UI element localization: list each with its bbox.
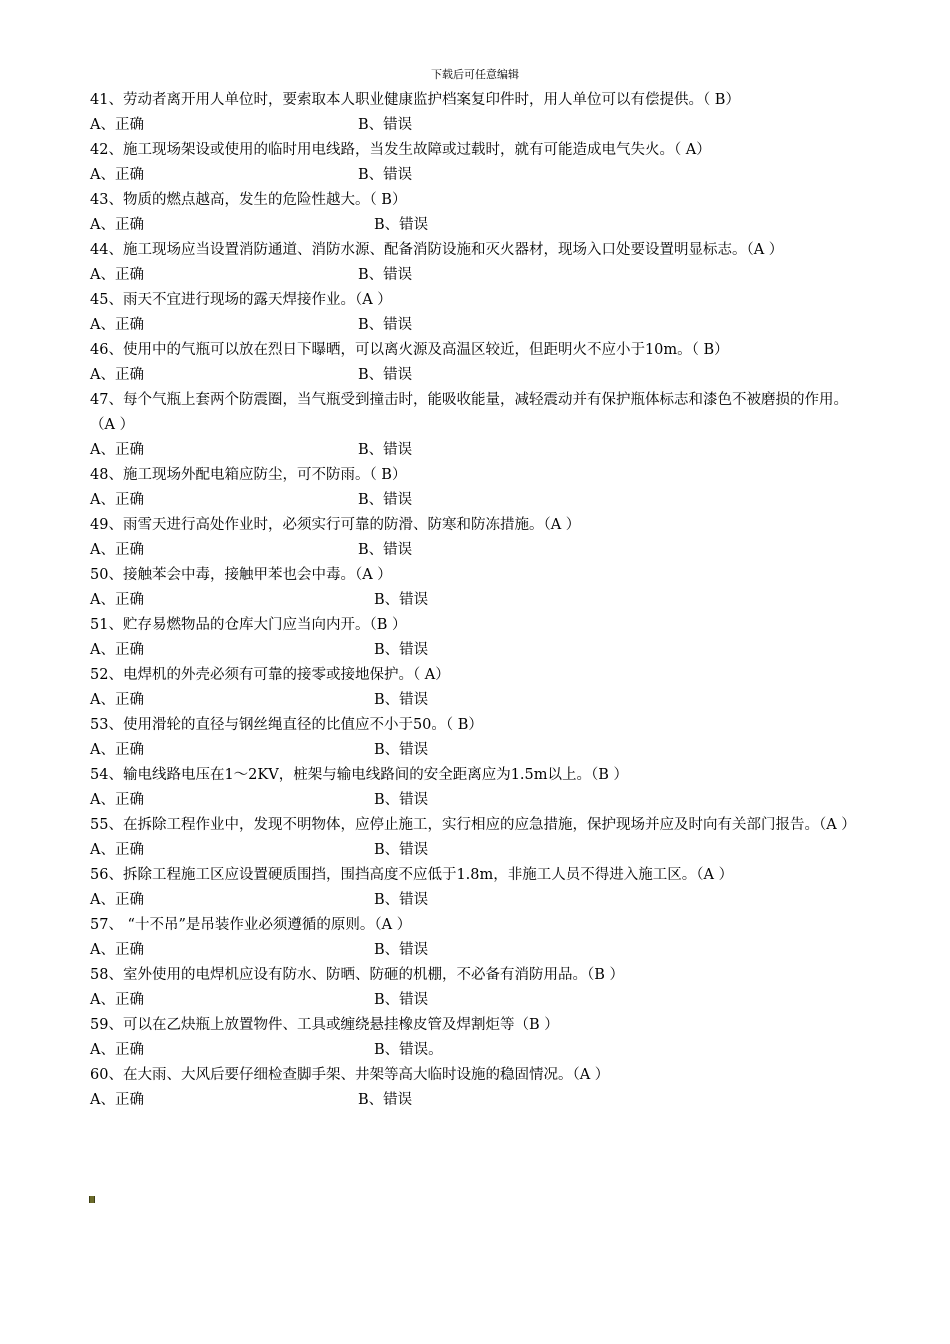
question-item <box>90 563 850 613</box>
option-b: B、错误 <box>374 992 429 1008</box>
question-item <box>90 713 850 763</box>
question-text: 41、劳动者离开用人单位时，要索取本人职业健康监护档案复印件时，用人单位可以有偿提供。（ B） <box>90 92 740 108</box>
option-a: A、正确 <box>90 492 144 508</box>
question-item <box>90 138 850 188</box>
option-b: B、错误 <box>374 942 429 958</box>
answer-options <box>90 163 850 188</box>
option-b: B、错误 <box>358 267 413 283</box>
option-b: B、错误 <box>358 367 413 383</box>
option-b: B、错误 <box>358 542 413 558</box>
option-a: A、正确 <box>90 367 144 383</box>
page-header: 下载后可任意编辑 <box>431 68 519 81</box>
question-text: 49、雨雪天进行高处作业时，必须实行可靠的防滑、防寒和防冻措施。（A ） <box>90 517 581 533</box>
question-text: 57、 “十不吊”是吊装作业必须遵循的原则。（A ） <box>90 917 412 933</box>
question-text: 52、电焊机的外壳必须有可靠的接零或接地保护。（ A） <box>90 667 450 683</box>
option-a: A、正确 <box>90 992 144 1008</box>
option-a: A、正确 <box>90 217 144 233</box>
answer-options <box>90 738 850 763</box>
question-item <box>90 913 850 963</box>
option-a: A、正确 <box>90 892 144 908</box>
option-a: A、正确 <box>90 167 144 183</box>
question-item <box>90 513 850 563</box>
question-item <box>90 463 850 513</box>
option-a: A、正确 <box>90 542 144 558</box>
option-b: B、错误 <box>374 642 429 658</box>
answer-options <box>90 488 850 513</box>
question-text: 60、在大雨、大风后要仔细检查脚手架、井架等高大临时设施的稳固情况。（A ） <box>90 1067 610 1083</box>
answer-options <box>90 938 850 963</box>
question-item <box>90 388 850 463</box>
question-item <box>90 663 850 713</box>
option-a: A、正确 <box>90 117 144 133</box>
answer-options <box>90 263 850 288</box>
question-item <box>90 1013 850 1063</box>
answer-options <box>90 1038 850 1063</box>
answer-options <box>90 1088 850 1113</box>
option-b: B、错误 <box>358 117 413 133</box>
option-b: B、错误 <box>374 692 429 708</box>
question-text: 58、室外使用的电焊机应设有防水、防晒、防砸的机棚，不必备有消防用品。（B ） <box>90 967 624 983</box>
option-a: A、正确 <box>90 1042 144 1058</box>
page-corner-mark-icon <box>89 1196 95 1203</box>
option-a: A、正确 <box>90 742 144 758</box>
answer-options <box>90 788 850 813</box>
option-a: A、正确 <box>90 1092 144 1108</box>
option-a: A、正确 <box>90 942 144 958</box>
option-b: B、错误 <box>374 792 429 808</box>
answer-options <box>90 363 850 388</box>
answer-options <box>90 313 850 338</box>
question-text: 45、雨天不宜进行现场的露天焊接作业。（A ） <box>90 292 392 308</box>
option-a: A、正确 <box>90 792 144 808</box>
question-item <box>90 813 856 863</box>
question-text: 47、每个气瓶上套两个防震圈，当气瓶受到撞击时，能吸收能量，减轻震动并有保护瓶体标志和漆色不被磨损的作用。（A ） <box>90 392 848 433</box>
option-a: A、正确 <box>90 642 144 658</box>
question-item <box>90 863 850 913</box>
question-text: 46、使用中的气瓶可以放在烈日下曝晒，可以离火源及高温区较近，但距明火不应小于10m。（ B） <box>90 342 729 358</box>
option-a: A、正确 <box>90 267 144 283</box>
question-item <box>90 288 850 338</box>
question-item <box>90 763 850 813</box>
question-text: 53、使用滑轮的直径与钢丝绳直径的比值应不小于50。（ B） <box>90 717 483 733</box>
answer-options <box>90 438 850 463</box>
answer-options <box>90 213 850 238</box>
option-b: B、错误 <box>374 217 429 233</box>
question-item <box>90 1063 850 1113</box>
question-text: 51、贮存易燃物品的仓库大门应当向内开。（B ） <box>90 617 407 633</box>
question-item <box>90 88 850 138</box>
question-text: 44、施工现场应当设置消防通道、消防水源、配备消防设施和灭火器材，现场入口处要设置明显标志。（A ） <box>90 242 784 258</box>
answer-options <box>90 113 850 138</box>
option-b: B、错误 <box>374 892 429 908</box>
option-b: B、错误 <box>374 742 429 758</box>
option-a: A、正确 <box>90 592 144 608</box>
question-item <box>90 338 850 388</box>
question-text: 50、接触苯会中毒，接触甲苯也会中毒。（A ） <box>90 567 392 583</box>
option-a: A、正确 <box>90 317 144 333</box>
answer-options <box>90 588 850 613</box>
question-text: 48、施工现场外配电箱应防尘，可不防雨。（ B） <box>90 467 407 483</box>
answer-options <box>90 688 850 713</box>
answer-options <box>90 988 850 1013</box>
question-list <box>90 88 856 1113</box>
answer-options <box>90 538 850 563</box>
option-a: A、正确 <box>90 692 144 708</box>
question-text: 43、物质的燃点越高，发生的危险性越大。（ B） <box>90 192 407 208</box>
question-item <box>90 613 850 663</box>
question-item <box>90 238 850 288</box>
option-b: B、错误。 <box>374 1042 443 1058</box>
option-a: A、正确 <box>90 442 144 458</box>
question-text: 56、拆除工程施工区应设置硬质围挡，围挡高度不应低于1.8m，非施工人员不得进入施工区。（A ） <box>90 867 734 883</box>
option-b: B、错误 <box>358 1092 413 1108</box>
question-text: 42、施工现场架设或使用的临时用电线路，当发生故障或过载时，就有可能造成电气失火。（ A） <box>90 142 711 158</box>
question-text: 59、可以在乙炔瓶上放置物件、工具或缠绕悬挂橡皮管及焊割炬等（B ） <box>90 1017 559 1033</box>
option-a: A、正确 <box>90 842 144 858</box>
option-b: B、错误 <box>374 842 429 858</box>
question-text: 54、输电线路电压在1～2KV，桩架与输电线路间的安全距离应为1.5m以上。（B ） <box>90 767 629 783</box>
option-b: B、错误 <box>358 442 413 458</box>
question-item <box>90 188 850 238</box>
answer-options <box>90 638 850 663</box>
question-text: 55、在拆除工程作业中，发现不明物体，应停止施工，实行相应的应急措施，保护现场并应及时向有关部门报告。（A ） <box>90 817 856 833</box>
option-b: B、错误 <box>358 167 413 183</box>
answer-options <box>90 838 850 863</box>
option-b: B、错误 <box>358 492 413 508</box>
question-item <box>90 963 850 1013</box>
option-b: B、错误 <box>374 592 429 608</box>
answer-options <box>90 888 850 913</box>
option-b: B、错误 <box>358 317 413 333</box>
